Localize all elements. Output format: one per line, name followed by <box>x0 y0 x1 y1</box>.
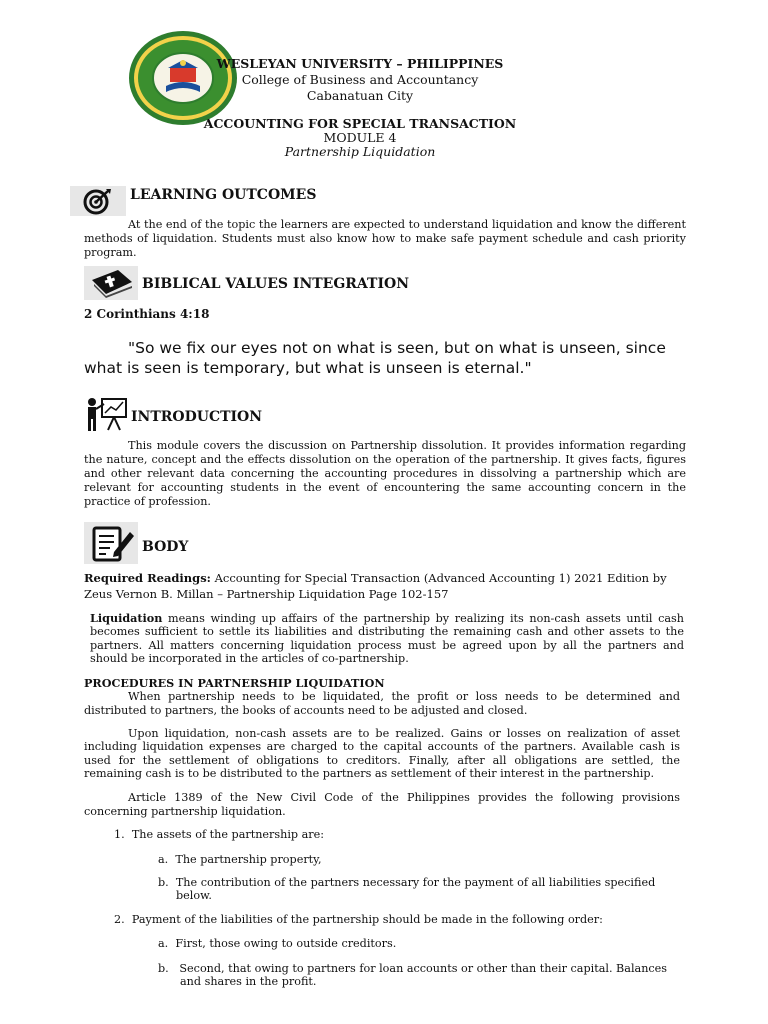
list-item-1-text: The assets of the partnership are: <box>131 828 325 841</box>
list-item-1a-letter: a. <box>158 853 169 866</box>
procedures-title: PROCEDURES IN PARTNERSHIP LIQUIDATION <box>84 676 385 690</box>
required-readings <box>84 570 684 602</box>
module-topic: Partnership Liquidation <box>284 144 436 159</box>
liquidation-definition <box>90 612 684 666</box>
procedures-paragraph-1: When partnership needs to be liquidated, the profit or loss needs to be determined and distributed to partners, the books of accounts need to be adjusted and closed. <box>84 690 680 717</box>
list-item-1b-text: The contribution of the partners necessary for the payment of all liabilities specified below. <box>175 876 656 902</box>
body-title: BODY <box>142 539 189 555</box>
article-text: of the New Civil Code of the Philippines provides the following provisions concerning partnership liquidation. <box>84 791 680 818</box>
bible-icon <box>84 266 138 300</box>
city-name: Cabanatuan City <box>306 88 414 103</box>
notepad-pencil-icon <box>84 522 138 564</box>
list-item-2b-text: Second, that owing to partners for loan accounts or other than their capital. Balances and shares in the profit. <box>179 962 668 988</box>
learning-outcomes-title: LEARNING OUTCOMES <box>130 187 317 203</box>
bible-quote-line1: "So we fix our eyes not on what is seen, but on what is unseen, since <box>128 339 666 357</box>
list-item-2b-letter: b. <box>158 962 169 975</box>
university-name: WESLEYAN UNIVERSITY – PHILIPPINES <box>216 56 504 71</box>
college-name: College of Business and Accountancy <box>241 72 479 87</box>
introduction-text: This module covers the discussion on Partnership dissolution. It provides information regarding the nature, concept and the effects dissolution on the operation of the partnership. It gives facts, figures and other relevant data concerning the accounting procedures in dissolving a partnership which are relevant for accounting students in the event of encountering the same accounting concern in the practice of profession. <box>84 439 686 508</box>
learning-outcomes-text: At the end of the topic the learners are expected to understand liquidation and know the different methods of liquidation. Students must also know how to make safe payment schedule and cash priority program. <box>84 218 686 259</box>
target-icon <box>70 186 126 216</box>
biblical-values-title: BIBLICAL VALUES INTEGRATION <box>142 276 409 292</box>
list-item-2 <box>114 913 603 926</box>
presenter-icon <box>84 396 128 432</box>
list-item-2a <box>158 937 396 950</box>
course-title: ACCOUNTING FOR SPECIAL TRANSACTION <box>203 116 517 131</box>
list-item-1a-text: The partnership property, <box>175 853 322 866</box>
bible-quote-line2: what is seen is temporary, but what is unseen is eternal." <box>84 359 532 377</box>
required-readings-text: Accounting for Special Transaction (Advanced Accounting 1) 2021 Edition by Zeus Vernon B. Millan – Partnership Liquidation Page 102-157 <box>84 571 667 601</box>
list-item-1a <box>158 853 322 866</box>
list-item-1 <box>114 828 324 841</box>
list-item-1-num: 1. <box>114 828 125 841</box>
list-item-1b-letter: b. <box>158 876 169 889</box>
bible-reference: 2 Corinthians 4:18 <box>84 307 210 321</box>
list-item-2a-letter: a. <box>158 937 169 950</box>
module-number: MODULE 4 <box>323 130 397 145</box>
procedures-paragraph-2: Upon liquidation, non-cash assets are to be realized. Gains or losses on realization of asset including liquidation expenses are charged to the capital accounts of the partners. Available cash is used for the settlement of obligations to creditors. Finally, after all obligations are settled, the remaining cash is to be distributed to the partners as settlement of their interest in the partnership. <box>84 727 680 781</box>
article-label: Article 1389 <box>128 791 203 804</box>
article-paragraph <box>84 791 680 819</box>
list-item-2b <box>158 962 678 988</box>
list-item-1b <box>158 876 678 902</box>
required-readings-label: Required Readings: <box>84 571 211 585</box>
list-item-2-num: 2. <box>114 913 125 926</box>
liquidation-term: Liquidation <box>90 611 163 625</box>
liquidation-text: means winding up affairs of the partnership by realizing its non-cash assets until cash becomes sufficient to settle its liabilities and distributing the remaining cash and other assets to the partners. All matters concerning liquidation process must be agreed upon by all the partners and should be incorporated in the articles of co-partnership. <box>90 612 684 666</box>
introduction-title: INTRODUCTION <box>131 409 263 425</box>
list-item-2a-text: First, those owing to outside creditors. <box>175 937 397 950</box>
list-item-2-text: Payment of the liabilities of the partnership should be made in the following order: <box>131 913 603 926</box>
